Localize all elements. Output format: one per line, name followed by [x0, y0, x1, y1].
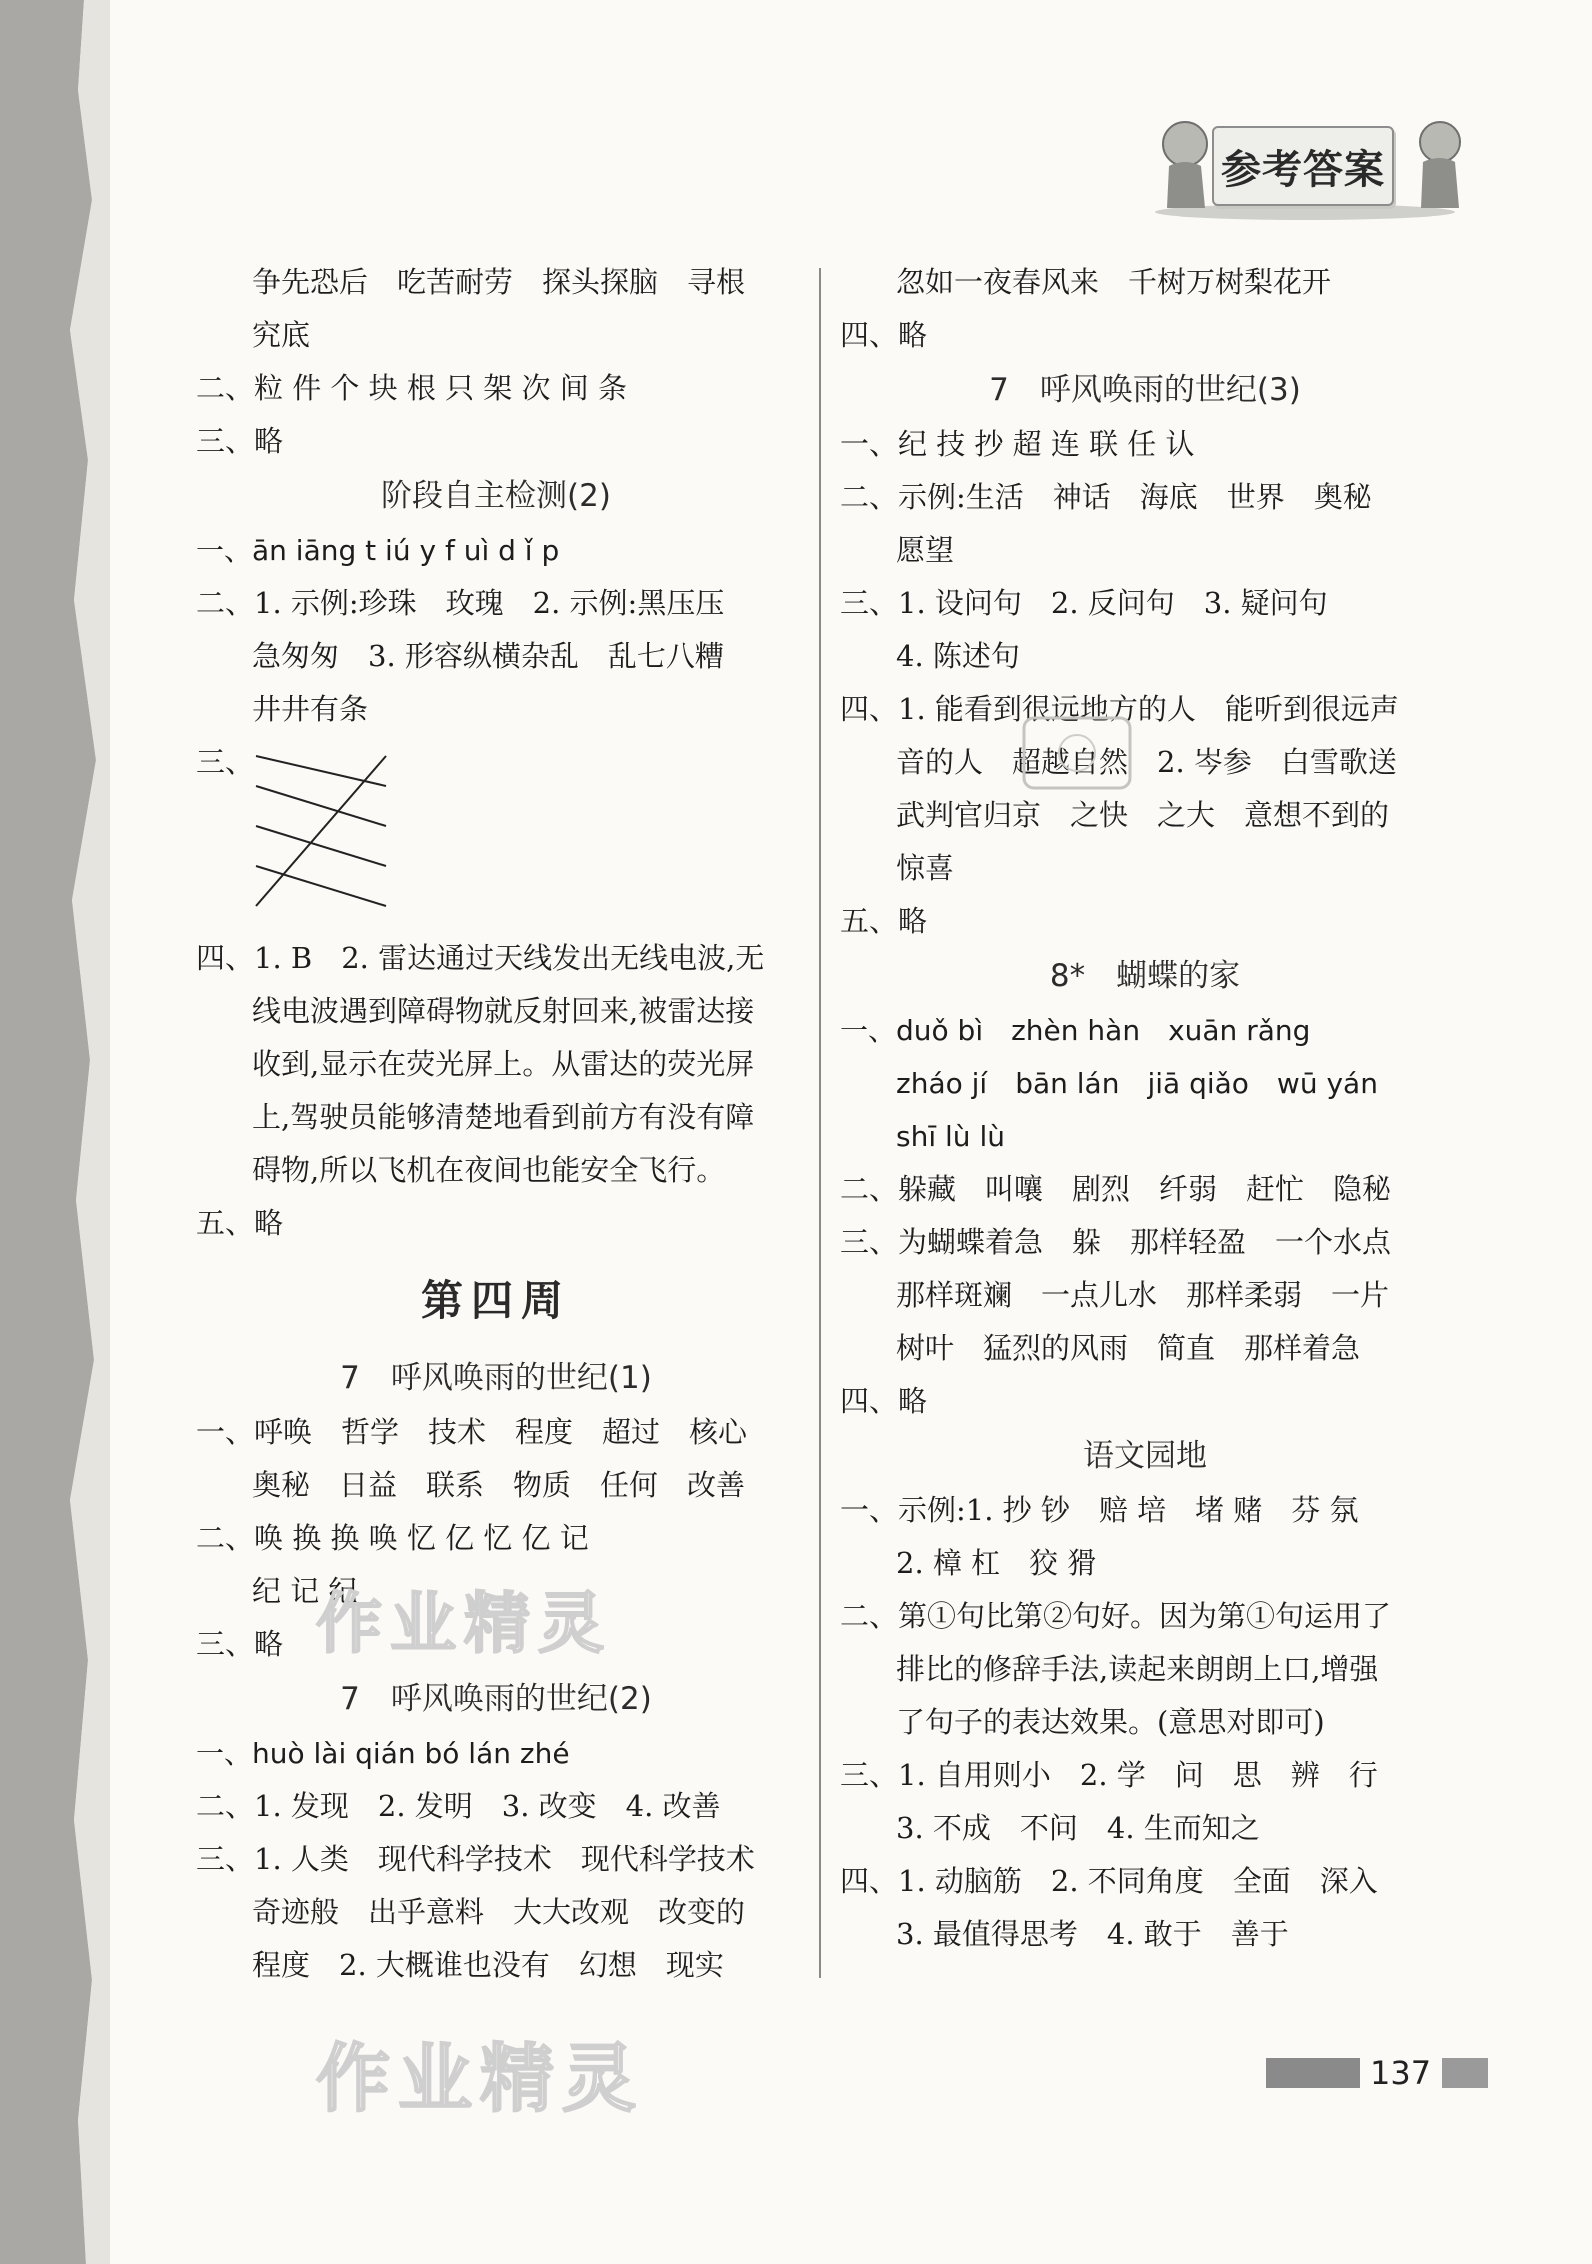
answer-line: 一、呼唤 哲学 技术 程度 超过 核心 — [196, 1415, 748, 1449]
section-heading: 语文园地 — [1083, 1438, 1207, 1474]
answer-line: 树叶 猛烈的风雨 简直 那样着急 — [896, 1331, 1361, 1365]
answer-line: 五、略 — [840, 904, 928, 938]
answer-line: 忽如一夜春风来 千树万树梨花开 — [896, 265, 1332, 299]
answer-line: 3. 不成 不问 4. 生而知之 — [896, 1811, 1260, 1845]
answer-line: 四、略 — [840, 318, 928, 352]
answer-line: 那样斑斓 一点儿水 那样柔弱 一片 — [896, 1278, 1390, 1312]
answer-line: 3. 最值得思考 4. 敢于 善于 — [896, 1917, 1289, 1951]
answer-line: 线电波遇到障碍物就反射回来,被雷达接 — [252, 994, 755, 1028]
answer-line: 程度 2. 大概谁也没有 幻想 现实 — [252, 1948, 724, 1982]
answer-line: 三、略 — [196, 424, 284, 458]
matching-lines-diagram — [246, 746, 406, 926]
section-heading: 7 呼风唤雨的世纪(2) — [340, 1681, 652, 1717]
answer-line: 奥秘 日益 联系 物质 任何 改善 — [252, 1468, 746, 1502]
faint-stamp-mark — [1018, 712, 1136, 794]
right-column — [840, 256, 1450, 1961]
answer-line: 一、duǒ bì zhèn hàn xuān rǎng — [840, 1014, 1311, 1047]
answer-line: 三、1. 自用则小 2. 学 问 思 辨 行 — [840, 1758, 1378, 1792]
week-title: 第四周 — [420, 1276, 571, 1325]
torn-page-edge — [0, 0, 110, 2264]
answer-label: 三、 — [196, 745, 255, 779]
matching-answer — [196, 736, 796, 932]
answer-line: 一、huò lài qián bó lán zhé — [196, 1737, 570, 1770]
answer-line: 三、1. 人类 现代科学技术 现代科学技术 — [196, 1842, 755, 1876]
answer-line: 排比的修辞手法,读起来朗朗上口,增强 — [896, 1652, 1379, 1686]
page-number-tab — [1266, 2052, 1492, 2094]
answer-line: 四、1. 能看到很远地方的人 能听到很远声 — [840, 692, 1399, 726]
answer-line: 三、为蝴蝶着急 躲 那样轻盈 一个水点 — [840, 1225, 1392, 1259]
answer-line: 四、1. 动脑筋 2. 不同角度 全面 深入 — [840, 1864, 1378, 1898]
answer-line: 奇迹般 出乎意料 大大改观 改变的 — [252, 1895, 746, 1929]
answer-line: 五、略 — [196, 1206, 284, 1240]
answer-line: 争先恐后 吃苦耐劳 探头探脑 寻根 — [252, 265, 746, 299]
left-column — [196, 256, 796, 1992]
answer-line: 一、示例:1. 抄 钞 赔 培 堵 赌 芬 氛 — [840, 1493, 1359, 1527]
answer-line: 一、ān iāng t iú y f uì d ǐ p — [196, 534, 560, 567]
answer-line: 上,驾驶员能够清楚地看到前方有没有障 — [252, 1100, 755, 1134]
answer-line: 三、1. 设问句 2. 反问句 3. 疑问句 — [840, 586, 1328, 620]
answer-line: 二、第①句比第②句好。因为第①句运用了 — [840, 1599, 1392, 1633]
answer-line: 四、略 — [840, 1384, 928, 1418]
page-number: 137 — [1370, 2054, 1432, 2092]
section-heading: 阶段自主检测(2) — [381, 478, 611, 514]
answer-line: zháo jí bān lán jiā qiǎo wū yán — [896, 1067, 1378, 1100]
watermark: 作业精灵 — [316, 2036, 644, 2122]
answer-line: 2. 樟 杠 狡 猾 — [896, 1546, 1097, 1580]
column-divider — [819, 268, 821, 1978]
answer-line: 二、唤 换 换 唤 忆 亿 忆 亿 记 — [196, 1521, 589, 1555]
answer-line: 二、1. 发现 2. 发明 3. 改变 4. 改善 — [196, 1789, 721, 1823]
answer-line: 究底 — [252, 318, 311, 352]
answer-line: 了句子的表达效果。(意思对即可) — [896, 1705, 1325, 1739]
answer-line: 音的人 超越自然 2. 岑参 白雪歌送 — [896, 745, 1397, 779]
page-number-bar — [1266, 2058, 1360, 2088]
answer-line: 收到,显示在荧光屏上。从雷达的荧光屏 — [252, 1047, 755, 1081]
section-heading: 8* 蝴蝶的家 — [1049, 958, 1241, 994]
section-heading: 7 呼风唤雨的世纪(3) — [989, 372, 1301, 408]
watermark: 作业精灵 — [316, 1585, 612, 1662]
answer-line: 惊喜 — [896, 851, 955, 885]
answer-line: 纪 记 纪 — [252, 1574, 358, 1608]
answer-line: 二、示例:生活 神话 海底 世界 奥秘 — [840, 480, 1372, 514]
answer-line: 愿望 — [896, 533, 955, 567]
answer-line: 碍物,所以飞机在夜间也能安全飞行。 — [252, 1153, 726, 1187]
section-heading: 7 呼风唤雨的世纪(1) — [340, 1360, 652, 1396]
answer-line: 四、1. B 2. 雷达通过天线发出无线电波,无 — [196, 941, 765, 975]
answer-line: 井井有条 — [252, 692, 369, 726]
answer-line: 二、躲藏 叫嚷 剧烈 纤弱 赶忙 隐秘 — [840, 1172, 1392, 1206]
answer-line: shī lù lù — [896, 1120, 1005, 1153]
page-number-tail — [1442, 2058, 1488, 2088]
answer-key-badge: 参考答案 — [1212, 126, 1394, 206]
answer-line: 一、纪 技 抄 超 连 联 任 认 — [840, 427, 1195, 461]
answer-line: 二、1. 示例:珍珠 玫瑰 2. 示例:黑压压 — [196, 586, 725, 620]
answer-line: 二、粒 件 个 块 根 只 架 次 间 条 — [196, 371, 627, 405]
answer-line: 急匆匆 3. 形容纵横杂乱 乱七八糟 — [252, 639, 724, 673]
answer-line: 4. 陈述句 — [896, 639, 1020, 673]
answer-line: 武判官归京 之快 之大 意想不到的 — [896, 798, 1390, 832]
answer-line: 三、略 — [196, 1627, 284, 1661]
